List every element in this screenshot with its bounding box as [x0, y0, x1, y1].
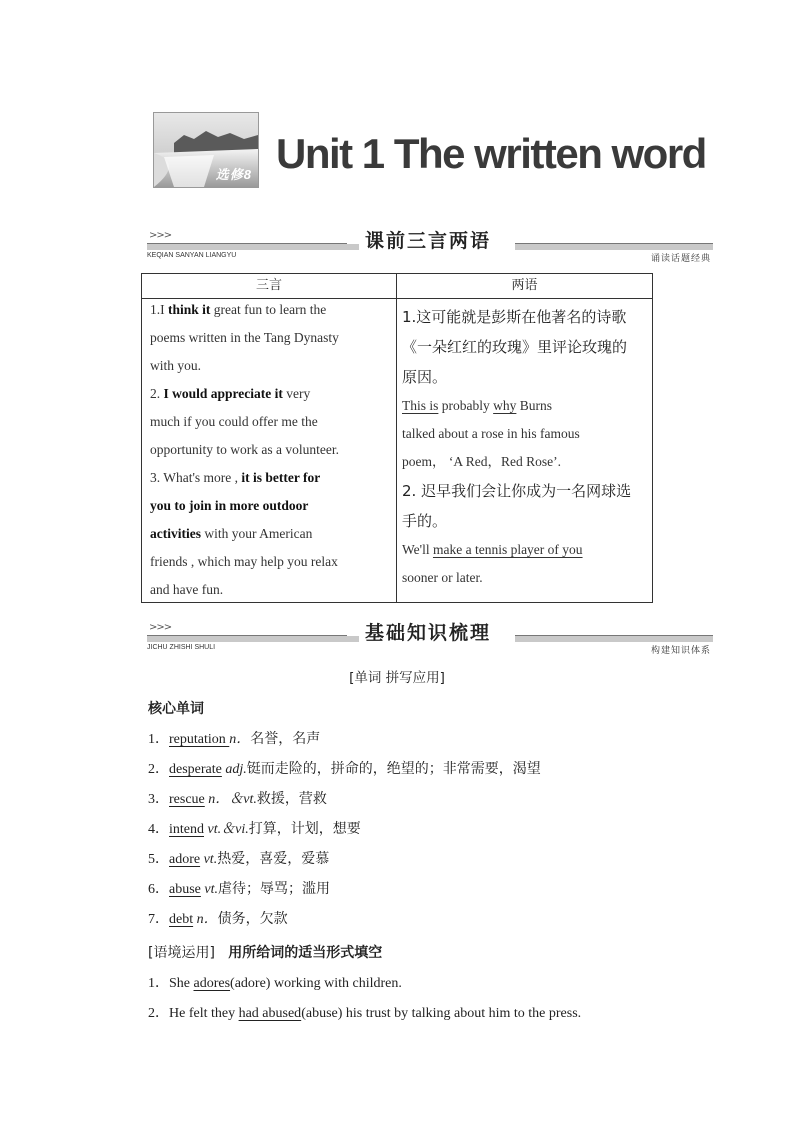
unit-thumbnail	[153, 112, 259, 188]
text-line: We'll make a tennis player of you	[402, 542, 583, 557]
table-header-right: 两语	[511, 278, 538, 293]
text-line: 1.这可能就是彭斯在他著名的诗歌	[402, 308, 627, 326]
phrase-table	[141, 273, 653, 603]
text-line: opportunity to work as a volunteer.	[150, 442, 339, 457]
table-header-left: 三言	[255, 278, 282, 293]
text-line: with you.	[150, 358, 202, 373]
text-line: you to join in more outdoor	[150, 498, 309, 513]
chevron-icon: >>>	[149, 622, 172, 633]
vocab-item: 5．adore vt.热爱，喜爱，爱慕	[148, 851, 330, 867]
text-line: 1.I think it great fun to learn the	[150, 302, 327, 317]
text-line: 手的。	[402, 512, 448, 530]
table-rule	[396, 274, 397, 602]
section-header-jichu	[147, 616, 713, 656]
section-heading: 基础知识梳理	[359, 618, 497, 645]
core-words-title: 核心单词	[148, 701, 204, 717]
text-line: sooner or later.	[402, 570, 483, 585]
section-subtitle: 构建知识体系	[650, 646, 711, 656]
section-pinyin: JICHU ZHISHI SHULI	[147, 644, 216, 651]
vocab-item: 2．desperate adj.铤而走险的，拼命的，绝望的；非常需要，渴望	[148, 761, 541, 777]
section-pinyin: KEQIAN SANYAN LIANGYU	[147, 252, 237, 259]
text-line: 《一朵红红的玫瑰》里评论玫瑰的	[402, 338, 628, 356]
exercise-item: 2．He felt they had abused(abuse) his trust by talking about him to the press.	[148, 1006, 582, 1021]
vocab-item: 6．abuse vt.虐待；辱骂；滥用	[148, 881, 330, 897]
exercise-item: 1．She adores(adore) working with children.	[148, 976, 402, 991]
context-heading: [语境运用] 用所给词的适当形式填空	[148, 945, 383, 961]
table-cell-left	[150, 296, 390, 604]
thumb-label: 选修8	[215, 167, 252, 182]
text-line: 2. I would appreciate it very	[150, 386, 311, 401]
text-line: and have fun.	[150, 582, 224, 597]
vocab-item: 4．intend vt.＆vi.打算，计划，想要	[148, 821, 361, 837]
chevron-icon: >>>	[149, 230, 172, 241]
text-line: 3. What's more , it is better for	[150, 470, 321, 485]
text-line: poems written in the Tang Dynasty	[150, 330, 339, 345]
text-line: talked about a rose in his famous	[402, 426, 580, 441]
section-subtitle: 诵读话题经典	[650, 254, 711, 264]
text-line: friends , which may help you relax	[150, 554, 338, 569]
vocab-label: [单词 拼写应用]	[349, 670, 445, 686]
divider-bar	[515, 636, 713, 642]
unit-title: Unit 1 The written word	[276, 130, 706, 177]
text-line: much if you could offer me the	[150, 414, 318, 429]
section-header-keqian	[147, 224, 713, 264]
text-line: activities with your American	[150, 526, 313, 541]
table-cell-right	[402, 302, 650, 592]
text-line: 原因。	[402, 368, 448, 386]
vocab-item: 7．debt n．债务，欠款	[148, 911, 288, 927]
section-heading: 课前三言两语	[359, 226, 497, 253]
vocab-item: 3．rescue n．＆vt.救援，营救	[148, 791, 327, 807]
text-line: 2. 迟早我们会让你成为一名网球选	[402, 482, 632, 500]
text-line: poem， ‘A Red，Red Rose’.	[402, 454, 561, 469]
vocab-item: 1．reputation n．名誉，名声	[148, 731, 321, 747]
text-line: This is probably why Burns	[402, 398, 553, 413]
divider-bar	[515, 244, 713, 250]
